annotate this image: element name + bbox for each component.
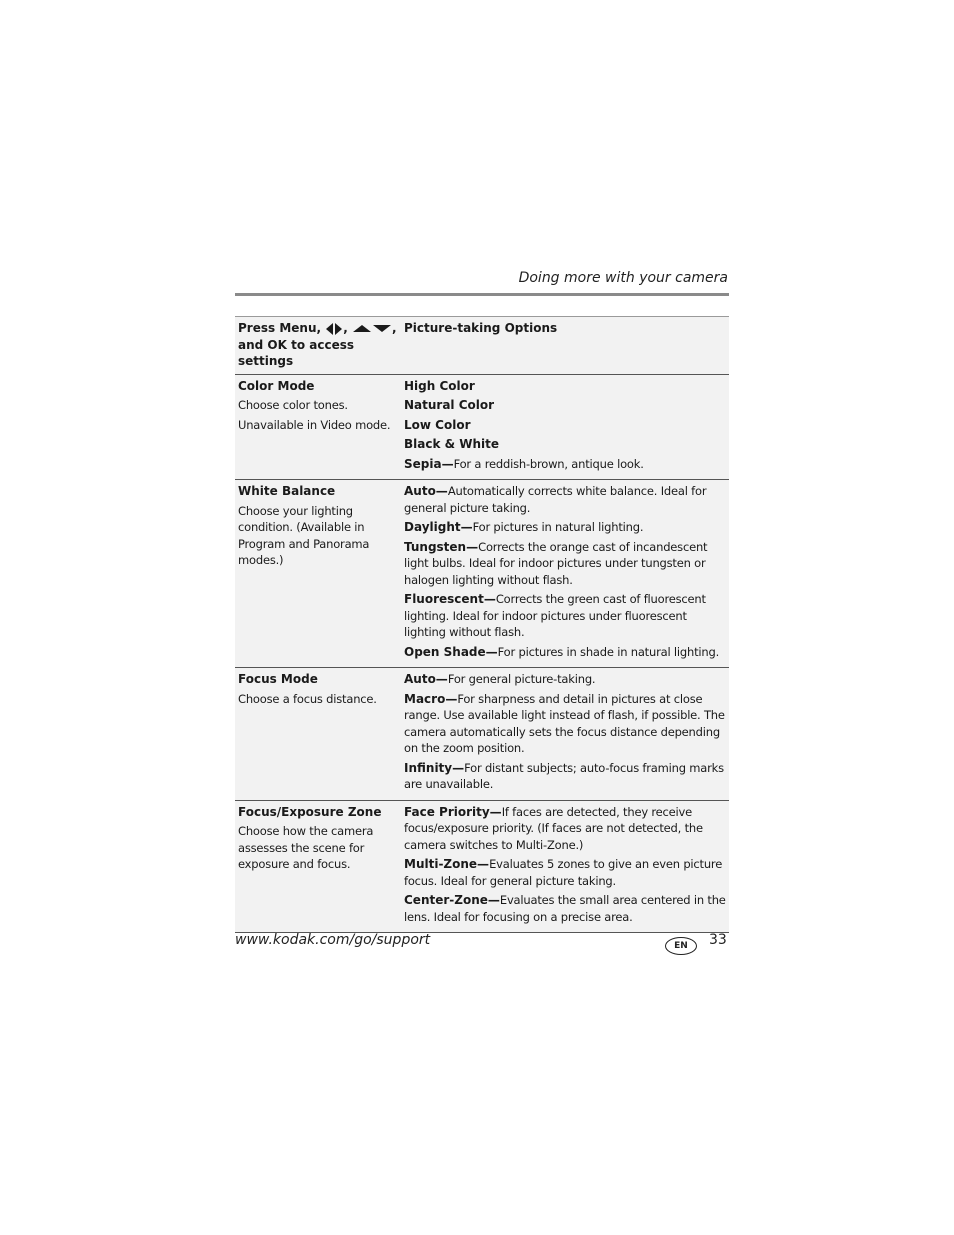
option-description: For sharpness and detail in pictures at close range. Use available light instead of flash, if possible. The camera automatically sets the focus distance depending on the zoom position. <box>404 691 725 755</box>
option-name: Fluorescent— <box>404 592 496 606</box>
option-item <box>404 519 726 536</box>
arrow-right-icon <box>335 323 342 335</box>
header-separator: , <box>343 321 348 335</box>
option-description: For a reddish-brown, antique look. <box>453 456 644 471</box>
option-name: Auto— <box>404 672 448 686</box>
col1-header-line1: Press Menu, <box>238 321 322 335</box>
setting-description: Choose a focus distance. <box>238 691 377 706</box>
options-cell <box>401 668 729 801</box>
header-rule <box>235 293 729 296</box>
option-name: Natural Color <box>404 398 495 412</box>
col2-header: Picture-taking Options <box>401 317 729 375</box>
option-item <box>404 483 726 516</box>
option-name: Face Priority— <box>404 804 502 819</box>
setting-title: Color Mode <box>238 378 315 393</box>
setting-description: Choose how the camera assesses the scene for exposure and focus. <box>238 824 374 871</box>
option-item <box>404 644 726 661</box>
language-badge: EN <box>665 937 697 955</box>
option-description: For pictures in natural lighting. <box>472 520 644 534</box>
table-body <box>235 374 729 933</box>
table-header-row <box>235 317 729 375</box>
option-item <box>404 760 726 793</box>
arrow-left-icon <box>326 323 333 335</box>
option-description: Corrects the green cast of fluorescent lighting. Ideal for indoor pictures under fluorescent lighting without flash. <box>404 592 706 639</box>
option-description: Evaluates 5 zones to give an even picture focus. Ideal for general picture taking. <box>404 857 723 888</box>
option-item <box>404 892 726 925</box>
table-row <box>235 374 729 480</box>
settings-table <box>235 316 729 933</box>
option-name: Low Color <box>404 417 471 432</box>
table-row <box>235 800 729 933</box>
col1-header <box>235 317 401 375</box>
option-item <box>404 436 726 453</box>
option-description: Evaluates the small area centered in the lens. Ideal for focusing on a precise area. <box>404 893 726 924</box>
option-name: Daylight— <box>404 520 473 534</box>
options-cell <box>401 800 729 933</box>
options-cell <box>401 480 729 668</box>
option-item <box>404 539 726 589</box>
option-name: Multi-Zone— <box>404 857 490 871</box>
option-item <box>404 378 726 395</box>
setting-cell <box>235 374 401 480</box>
option-item <box>404 591 726 641</box>
option-name: Tungsten— <box>404 539 479 554</box>
option-item <box>404 856 726 889</box>
option-item <box>404 671 726 688</box>
options-cell <box>401 374 729 480</box>
table-row <box>235 480 729 668</box>
setting-cell <box>235 800 401 933</box>
setting-description: Choose color tones. <box>238 398 348 412</box>
option-description: For general picture-taking. <box>447 672 596 686</box>
option-name: High Color <box>404 378 475 393</box>
option-name: Sepia— <box>404 456 454 471</box>
setting-cell <box>235 480 401 668</box>
option-name: Open Shade— <box>404 644 498 659</box>
option-item <box>404 417 726 434</box>
header-separator: , <box>391 321 397 335</box>
running-header: Doing more with your camera <box>518 270 728 286</box>
support-url: www.kodak.com/go/support <box>235 932 431 948</box>
arrow-up-icon <box>353 325 371 332</box>
option-name: Black & White <box>404 437 500 451</box>
setting-description: Unavailable in Video mode. <box>238 417 391 432</box>
option-item <box>404 691 726 757</box>
table-row <box>235 668 729 801</box>
option-description: Automatically corrects white balance. Ideal for general picture taking. <box>404 484 707 515</box>
option-name: Infinity— <box>404 760 465 775</box>
setting-cell <box>235 668 401 801</box>
setting-title: White Balance <box>238 484 336 498</box>
option-name: Macro— <box>404 691 458 706</box>
option-description: For distant subjects; auto-focus framing marks are unavailable. <box>404 760 724 791</box>
arrow-down-icon <box>373 325 391 332</box>
option-item <box>404 397 726 414</box>
option-item <box>404 456 726 473</box>
setting-description: Choose your lighting condition. (Available in Program and Panorama modes.) <box>238 503 370 567</box>
option-name: Auto— <box>404 484 448 498</box>
option-description: Corrects the orange cast of incandescent light bulbs. Ideal for indoor pictures under tungsten or halogen lighting without flash. <box>404 539 708 587</box>
option-description: For pictures in shade in natural lighting. <box>497 644 720 659</box>
page-number: 33 <box>709 932 727 948</box>
col1-header-line2: and OK to access settings <box>238 337 354 368</box>
setting-title: Focus/Exposure Zone <box>238 804 382 819</box>
option-item <box>404 804 726 854</box>
setting-title: Focus Mode <box>238 672 318 686</box>
option-name: Center-Zone— <box>404 893 500 907</box>
option-description: If faces are detected, they receive focus/exposure priority. (If faces are not detected, the camera switches to Multi-Zone.) <box>404 804 703 852</box>
